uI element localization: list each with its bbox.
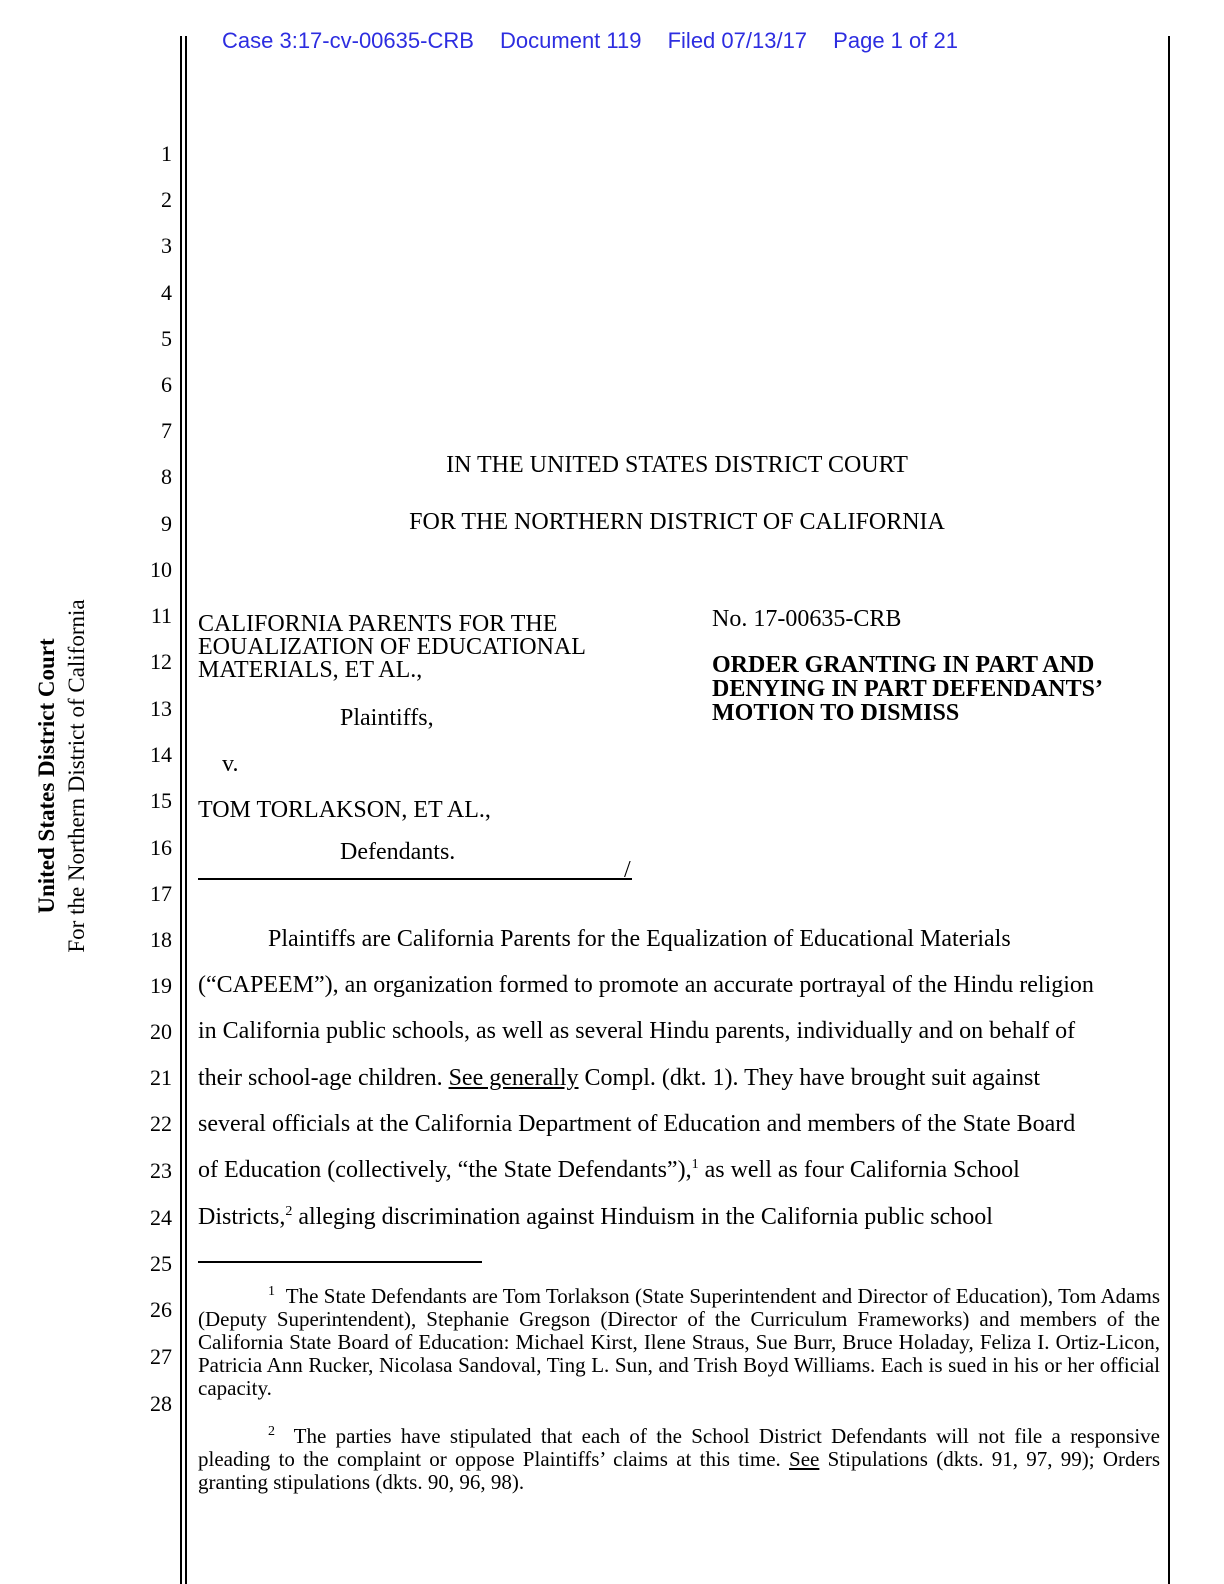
line-number: 27	[150, 1344, 172, 1369]
order-title-line3: MOTION TO DISMISS	[712, 700, 960, 726]
left-margin-rule-2	[185, 36, 187, 1584]
see-generally-signal: See generally	[448, 1065, 579, 1091]
plaintiff-name-line1: CALIFORNIA PARENTS FOR THE	[198, 611, 558, 637]
caption-rule	[198, 878, 632, 880]
plaintiff-name-line3: MATERIALS, ET AL.,	[198, 657, 423, 683]
defendant-name: TOM TORLAKSON, ET AL.,	[198, 797, 491, 823]
body-line-21	[198, 1064, 1040, 1092]
line-number: 23	[150, 1158, 172, 1183]
line-number: 12	[150, 649, 172, 674]
line-number: 4	[161, 280, 172, 305]
line-number: 17	[150, 881, 172, 906]
line-number: 10	[150, 557, 172, 582]
line-number: 18	[150, 927, 172, 952]
court-heading-line1: IN THE UNITED STATES DISTRICT COURT	[446, 452, 908, 478]
case-number: No. 17-00635-CRB	[712, 606, 902, 632]
body-line-24	[198, 1203, 993, 1231]
body-line-22: several officials at the California Department of Education and members of the State Board	[198, 1111, 1076, 1137]
body-line-18: Plaintiffs are California Parents for the Equalization of Educational Materials	[268, 926, 1011, 952]
see-signal: See	[789, 1447, 820, 1471]
line-number: 26	[150, 1297, 172, 1322]
body-line-21-b: Compl. (dkt. 1). They have brought suit against	[578, 1065, 1041, 1091]
line-number: 3	[161, 233, 172, 258]
body-line-23-b: as well as four California School	[698, 1157, 1020, 1183]
line-number: 19	[150, 973, 172, 998]
line-number: 25	[150, 1251, 172, 1276]
header-document: Document 119	[500, 28, 642, 53]
caption-slash: /	[624, 857, 631, 883]
line-number: 24	[150, 1205, 172, 1230]
line-number: 11	[150, 603, 172, 628]
footnote-2-text-a: The parties have stipulated that each of the School District Defendants will not file a responsive pleading to the complaint or oppose Plaintiffs’ claims at this time.	[198, 1424, 1161, 1471]
footnote-rule	[198, 1261, 482, 1263]
footnote-ref-2[interactable]: 2	[285, 1204, 293, 1219]
body-line-20: in California public schools, as well as several Hindu parents, individually and on behalf of	[198, 1018, 1076, 1044]
footnote-1-mark: 1	[268, 1284, 275, 1299]
line-number: 28	[150, 1391, 172, 1416]
line-number: 15	[150, 788, 172, 813]
sidebar-court-name: United States District Court	[34, 638, 59, 914]
line-number: 16	[150, 835, 172, 860]
body-line-19: (“CAPEEM”), an organization formed to promote an accurate portrayal of the Hindu religion	[198, 972, 1094, 998]
footnote-ref-1[interactable]: 1	[691, 1157, 699, 1172]
body-line-24-b: alleging discrimination against Hinduism in the California public school	[292, 1204, 993, 1230]
defendants-label: Defendants.	[340, 839, 456, 865]
order-title-line2: DENYING IN PART DEFENDANTS’	[712, 676, 1103, 702]
order-title-line1: ORDER GRANTING IN PART AND	[712, 652, 1095, 678]
body-line-24-a: Districts,	[198, 1204, 286, 1230]
line-number: 14	[150, 742, 172, 767]
line-number: 21	[150, 1065, 172, 1090]
line-number: 5	[161, 326, 172, 351]
body-line-21-a: their school-age children.	[198, 1065, 449, 1091]
header-case-number: Case 3:17-cv-00635-CRB	[222, 28, 474, 53]
footnote-2-text-b: Stipulations (dkts. 91, 97, 99); Orders granting stipulations (dkts. 90, 96, 98).	[198, 1447, 1160, 1494]
footnote-1-text: The State Defendants are Tom Torlakson (State Superintendent and Director of Education), Tom Adams (Deputy Superintendent), Stephanie Gregson (Director of the Curriculum Frameworks) and members of the California State Board of Education: Michael Kirst, Ilene Straus, Sue Burr, Bruce Holaday, Feliza I. Ortiz-Licon, Patricia Ann Rucker, Nicolasa Sandoval, Ting L. Sun, and Trish Boyd Williams. Each is sued in his or her official capacity.	[198, 1284, 1161, 1400]
line-number: 22	[150, 1111, 172, 1136]
line-number: 6	[161, 372, 172, 397]
line-number: 8	[161, 464, 172, 489]
plaintiff-name-line2: EOUALIZATION OF EDUCATIONAL	[198, 634, 586, 660]
versus: v.	[222, 751, 239, 777]
line-number: 13	[150, 696, 172, 721]
plaintiffs-label: Plaintiffs,	[340, 705, 434, 731]
header-filed: Filed 07/13/17	[667, 28, 808, 53]
case-header	[222, 28, 978, 54]
court-sidebar	[32, 599, 92, 952]
footnote-1	[198, 1285, 1160, 1400]
line-number: 9	[161, 511, 172, 536]
left-margin-rule-1	[180, 36, 182, 1584]
body-line-23	[198, 1156, 1020, 1184]
footnote-2	[198, 1425, 1160, 1494]
body-line-23-a: of Education (collectively, “the State Defendants”),	[198, 1157, 692, 1183]
line-number: 1	[161, 141, 172, 166]
line-number: 20	[150, 1019, 172, 1044]
footnote-2-mark: 2	[268, 1424, 275, 1439]
right-margin-rule	[1168, 36, 1170, 1584]
line-number: 7	[161, 418, 172, 443]
line-number: 2	[161, 187, 172, 212]
sidebar-district: For the Northern District of California	[64, 599, 89, 953]
header-page: Page 1 of 21	[833, 28, 958, 53]
court-heading-line2: FOR THE NORTHERN DISTRICT OF CALIFORNIA	[409, 509, 945, 535]
